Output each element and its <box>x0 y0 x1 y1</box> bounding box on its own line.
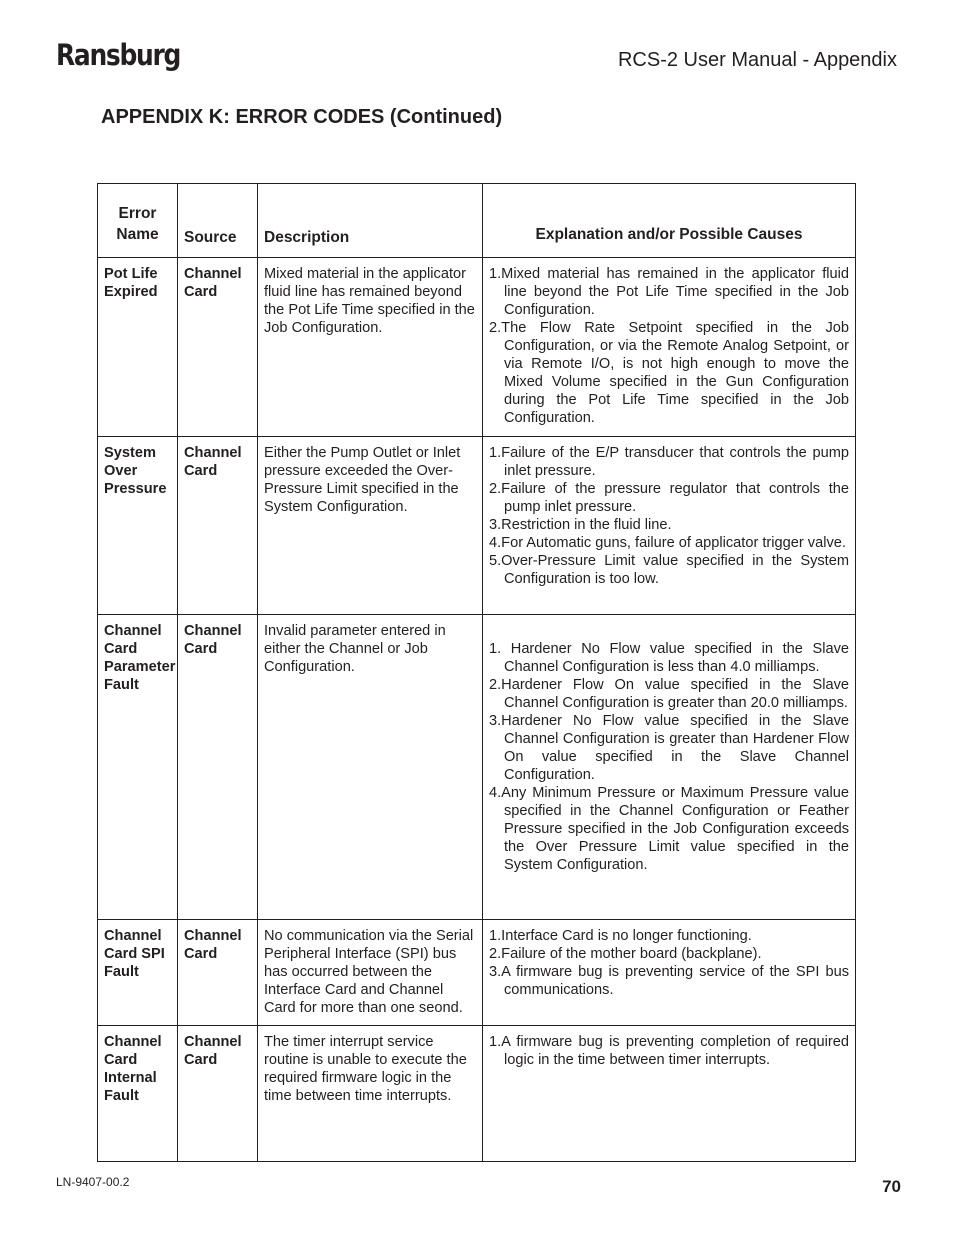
error-source: Channel Card <box>178 258 258 437</box>
cause-item: 2.Failure of the pressure regulator that controls the pump inlet pressure. <box>489 481 849 515</box>
document-number: LN-9407-00.2 <box>56 1175 130 1189</box>
error-causes <box>483 1026 856 1162</box>
cause-item: 4.For Automatic guns, failure of applicator trigger valve. <box>489 535 846 551</box>
cause-item: 4.Any Minimum Pressure or Maximum Pressure value specified in the Channel Configuration or Feather Pressure specified in the Job Configuration exceeds the Over Pressure Limit value specified in the System Configuration. <box>489 785 849 873</box>
cause-item: 2.The Flow Rate Setpoint specified in the Job Configuration, or via the Remote Analog Setpoint, or via Remote I/O, is not high enough to move the Mixed Volume specified in the Gun Configuration during the Pot Life Time specified in the Job Configuration. <box>489 320 849 426</box>
error-name: System Over Pressure <box>98 437 178 615</box>
cause-item: 3.Hardener No Flow value specified in the Slave Channel Configuration is greater than Hardener Flow On value specified in the Slave Channel Configuration. <box>489 713 849 783</box>
table-row <box>98 615 856 920</box>
error-source: Channel Card <box>178 437 258 615</box>
table-header-row <box>98 184 856 258</box>
error-description: The timer interrupt service routine is unable to execute the required firmware logic in the time between time interrupts. <box>258 1026 483 1162</box>
header-description: Description <box>258 184 483 258</box>
error-source: Channel Card <box>178 1026 258 1162</box>
error-source: Channel Card <box>178 920 258 1026</box>
ransburg-logo: Ransburg <box>56 38 181 72</box>
error-source: Channel Card <box>178 615 258 920</box>
cause-item: 2.Failure of the mother board (backplane). <box>489 946 762 962</box>
error-causes <box>483 437 856 615</box>
cause-item: 1. Hardener No Flow value specified in the Slave Channel Configuration is less than 4.0 milliamps. <box>489 641 849 675</box>
table-row <box>98 920 856 1026</box>
table-row <box>98 1026 856 1162</box>
header-source: Source <box>178 184 258 258</box>
cause-item: 5.Over-Pressure Limit value specified in the System Configuration is too low. <box>489 553 849 587</box>
table-row <box>98 437 856 615</box>
cause-item: 3.A firmware bug is preventing service of the SPI bus communications. <box>489 964 849 998</box>
error-name: Channel Card Parameter Fault <box>98 615 178 920</box>
error-codes-table <box>97 183 856 1162</box>
page-number: 70 <box>882 1177 901 1196</box>
cause-item: 1.A firmware bug is preventing completion of required logic in the time between timer interrupts. <box>489 1034 849 1068</box>
error-name: Channel Card SPI Fault <box>98 920 178 1026</box>
error-causes <box>483 615 856 920</box>
table-row <box>98 258 856 437</box>
error-description: Invalid parameter entered in either the Channel or Job Configuration. <box>258 615 483 920</box>
header-error-name: Error Name <box>98 184 178 258</box>
cause-item: 3.Restriction in the fluid line. <box>489 517 672 533</box>
error-causes <box>483 258 856 437</box>
error-description: Either the Pump Outlet or Inlet pressure exceeded the Over-Pressure Limit specified in the System Configuration. <box>258 437 483 615</box>
error-name: Pot Life Expired <box>98 258 178 437</box>
cause-item: 2.Hardener Flow On value specified in the Slave Channel Configuration is greater than 20.0 milliamps. <box>489 677 849 711</box>
error-causes <box>483 920 856 1026</box>
error-description: Mixed material in the applicator fluid line has remained beyond the Pot Life Time specified in the Job Configuration. <box>258 258 483 437</box>
section-title: APPENDIX K: ERROR CODES (Continued) <box>101 106 503 128</box>
cause-item: 1.Failure of the E/P transducer that controls the pump inlet pressure. <box>489 445 849 479</box>
header-explanation: Explanation and/or Possible Causes <box>483 184 856 258</box>
error-name: Channel Card Internal Fault <box>98 1026 178 1162</box>
manual-title: RCS-2 User Manual - Appendix <box>617 49 897 71</box>
cause-item: 1.Mixed material has remained in the applicator fluid line beyond the Pot Life Time specified in the Job Configuration. <box>489 266 849 318</box>
cause-item: 1.Interface Card is no longer functioning. <box>489 928 752 944</box>
error-description: No communication via the Serial Peripheral Interface (SPI) bus has occurred between the Interface Card and Channel Card for more than one seond. <box>258 920 483 1026</box>
